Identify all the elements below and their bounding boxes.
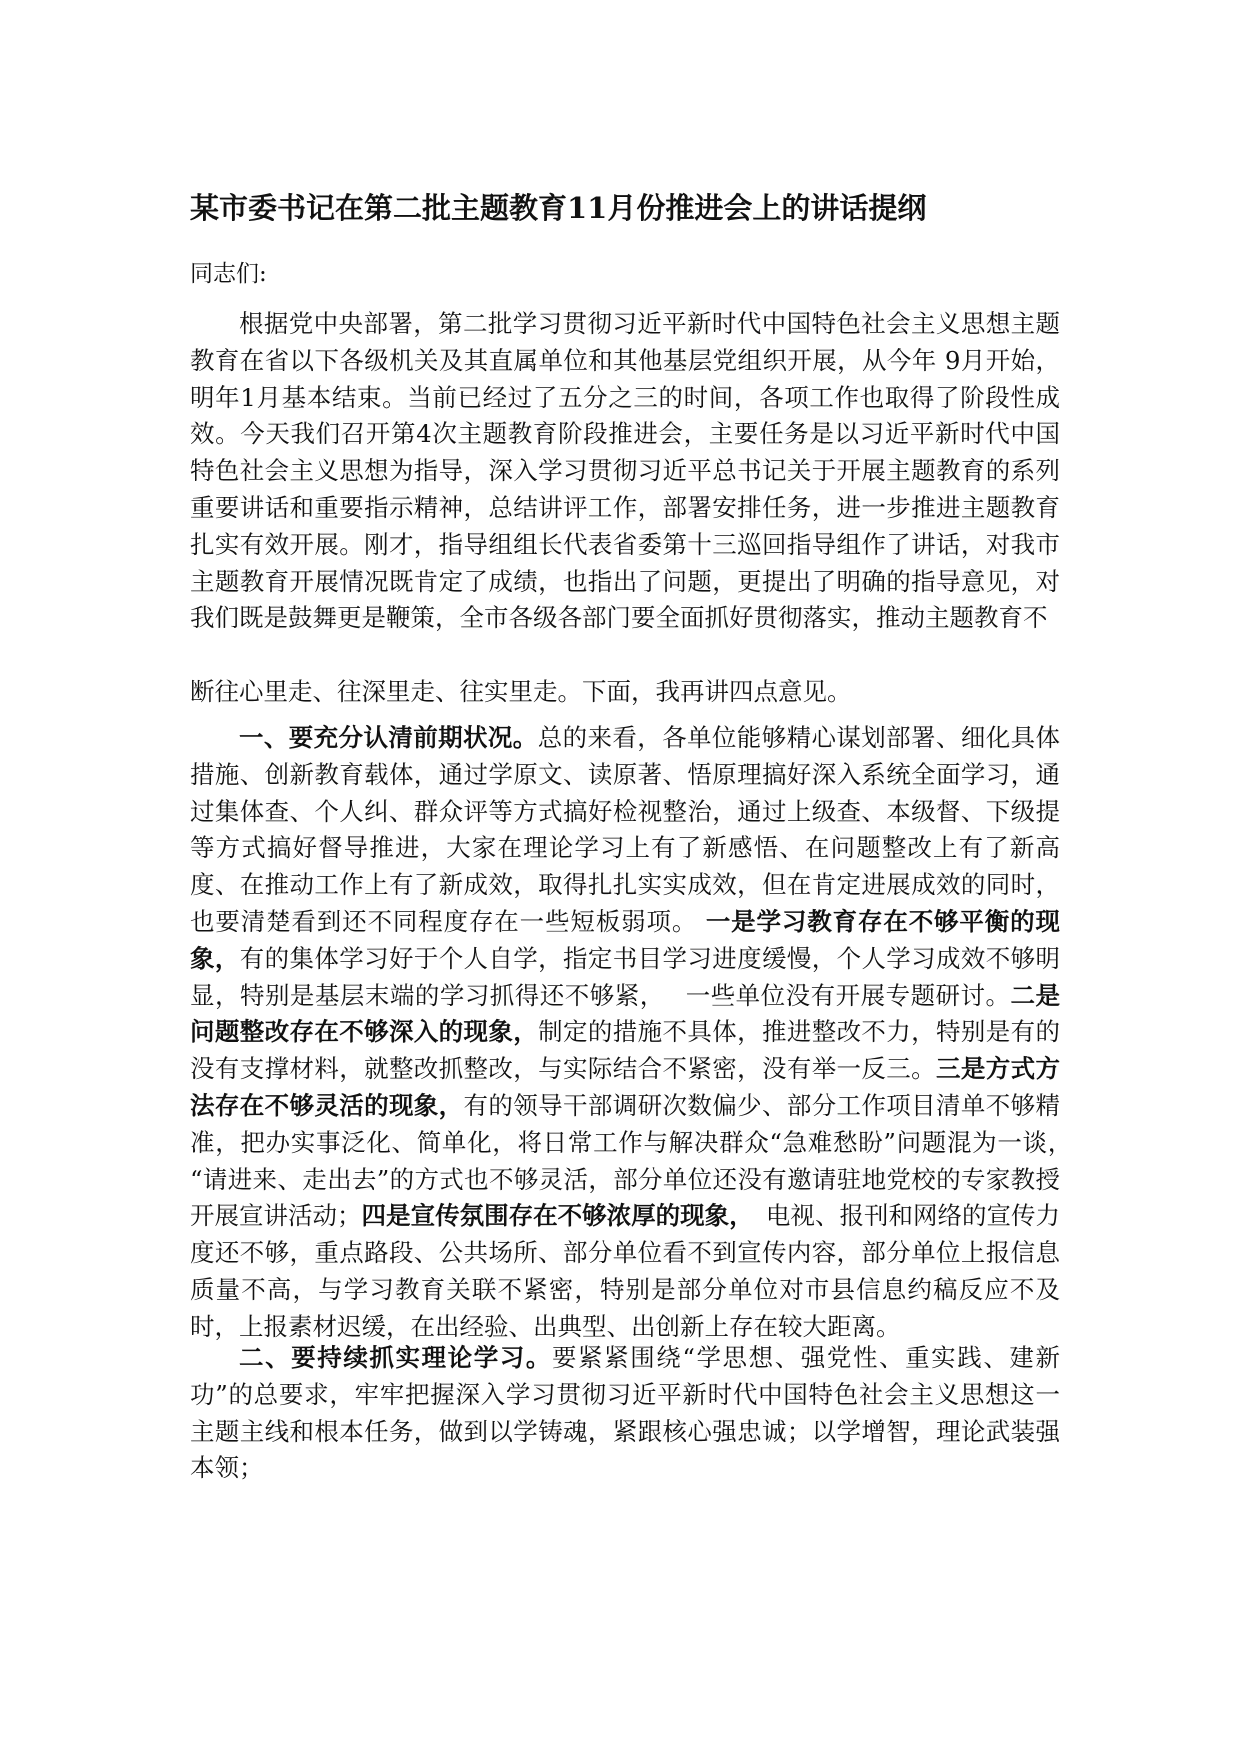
paragraph-intro-tail: 断往心里走、往深里走、往实里走。下面，我再讲四点意见。 — [190, 677, 852, 706]
paragraph-intro: 根据党中央部署，第二批学习贯彻习近平新时代中国特色社会主义思想主题教育在省以下各级机关及其直属单位和其他基层党组织开展，从今年 9月开始， 明年1月基本结束。当前已经过了五分之三的时间，各项工作也取得了阶段性成 效。今天我们召开第4次主题教育阶段推进会，主要任务是以习近平新时代中国 特色社会主义思想为指导，深入学习贯彻习近平总书记关于开展主题教育的系列 重要讲话和重要指示精神，总结讲评工作，部署安排任务，进一步推进主题教育 扎实有效开展。刚才，指导组组长代表省委第十三巡回指导组作了讲话，对我市 主题教育开展情况既肯定了成绩，也指出了问题，更提出了明确的指导意见，对 我们既是鼓舞更是鞭策，全市各级各部门要全面抓好贯彻落实，推动主题教育不 — [190, 309, 1060, 633]
section-1-text-1: 总的来看，各单位能够精心谋划部署、细化具体措施、创新教育载体，通过学原文、读原著、悟原理搞好深入系统全面学习，通过集体查、个人纠、群众评等方式搞好检视整治，通过上级查、本级督、下级提等方式搞好督导推进，大家在理论学习上有了新感悟、在问题整改上有了新高度、在推动工作上有了新成效，取得扎扎实实成效，但在肯定进展成效的同时，也要清楚看到还不同程度存在一些短板弱项。 — [190, 723, 1060, 936]
section-1-point-4: 四是宣传氛围存在不够浓厚的现象， — [361, 1201, 742, 1231]
section-2-heading: 二、要持续抓实理论学习。 — [239, 1343, 552, 1372]
section-1-text-5: 电视、报刊和网络的宣传力度还不够，重点路段、公共场所、部分单位看不到宣传内容，部分单位上报信息 质量不高，与学习教育关联不紧密，特别是部分单位对市县信息约稿反应不及时，上报素材迟缓，在出经验、出典型、出创新上存在较大距离。 — [190, 1201, 1061, 1341]
paragraph-section-2 — [190, 1340, 1060, 1487]
section-1-point-1: 一是学习教育存在不够平衡的现象， — [190, 906, 1060, 973]
section-1-text-4: 有的领导干部调研次数偏少、部分工作项目清单不够精准，把办实事泛化、简单化，将日常工作与解决群众“急难愁盼”问题混为一谈， “请进来、走出去”的方式也不够灵活，部分单位还没有邀请驻地党校的专家教授开展宣讲活动； — [190, 1090, 1085, 1231]
section-2-text-1: 要紧紧围绕“学思想、强党性、重实践、建新功”的总要求，牢牢把握深入学习贯彻习近平新时代中国特色社会主义思想这一主题主线和根本任务，做到以学铸魂，紧跟核心强忠诚；以学增智，理论武装强本领； — [190, 1343, 1061, 1483]
section-1-point-2: 二是问题整改存在不够深入的现象， — [190, 980, 1060, 1047]
paragraph-section-1 — [190, 720, 1085, 1346]
section-1-point-3: 三是方式方法存在不够灵活的现象， — [190, 1054, 1061, 1120]
salutation: 同志们: — [190, 261, 267, 287]
section-1-text-2: 有的集体学习好于个人自学，指定书目学习进度缓慢，个人学习成效不够明显，特别是基层末端的学习抓得还不够紧， 一些单位没有开展专题研讨。 — [190, 943, 1061, 1010]
section-1-heading: 一、要充分认清前期状况。 — [239, 723, 538, 752]
section-1-text-3: 制定的措施不具体，推进整改不力，特别是有的没有支撑材料，就整改抓整改，与实际结合不紧密，没有举一反三。 — [190, 1017, 1061, 1084]
document-title: 某市委书记在第二批主题教育11月份推进会上的讲话提纲 — [190, 191, 927, 225]
